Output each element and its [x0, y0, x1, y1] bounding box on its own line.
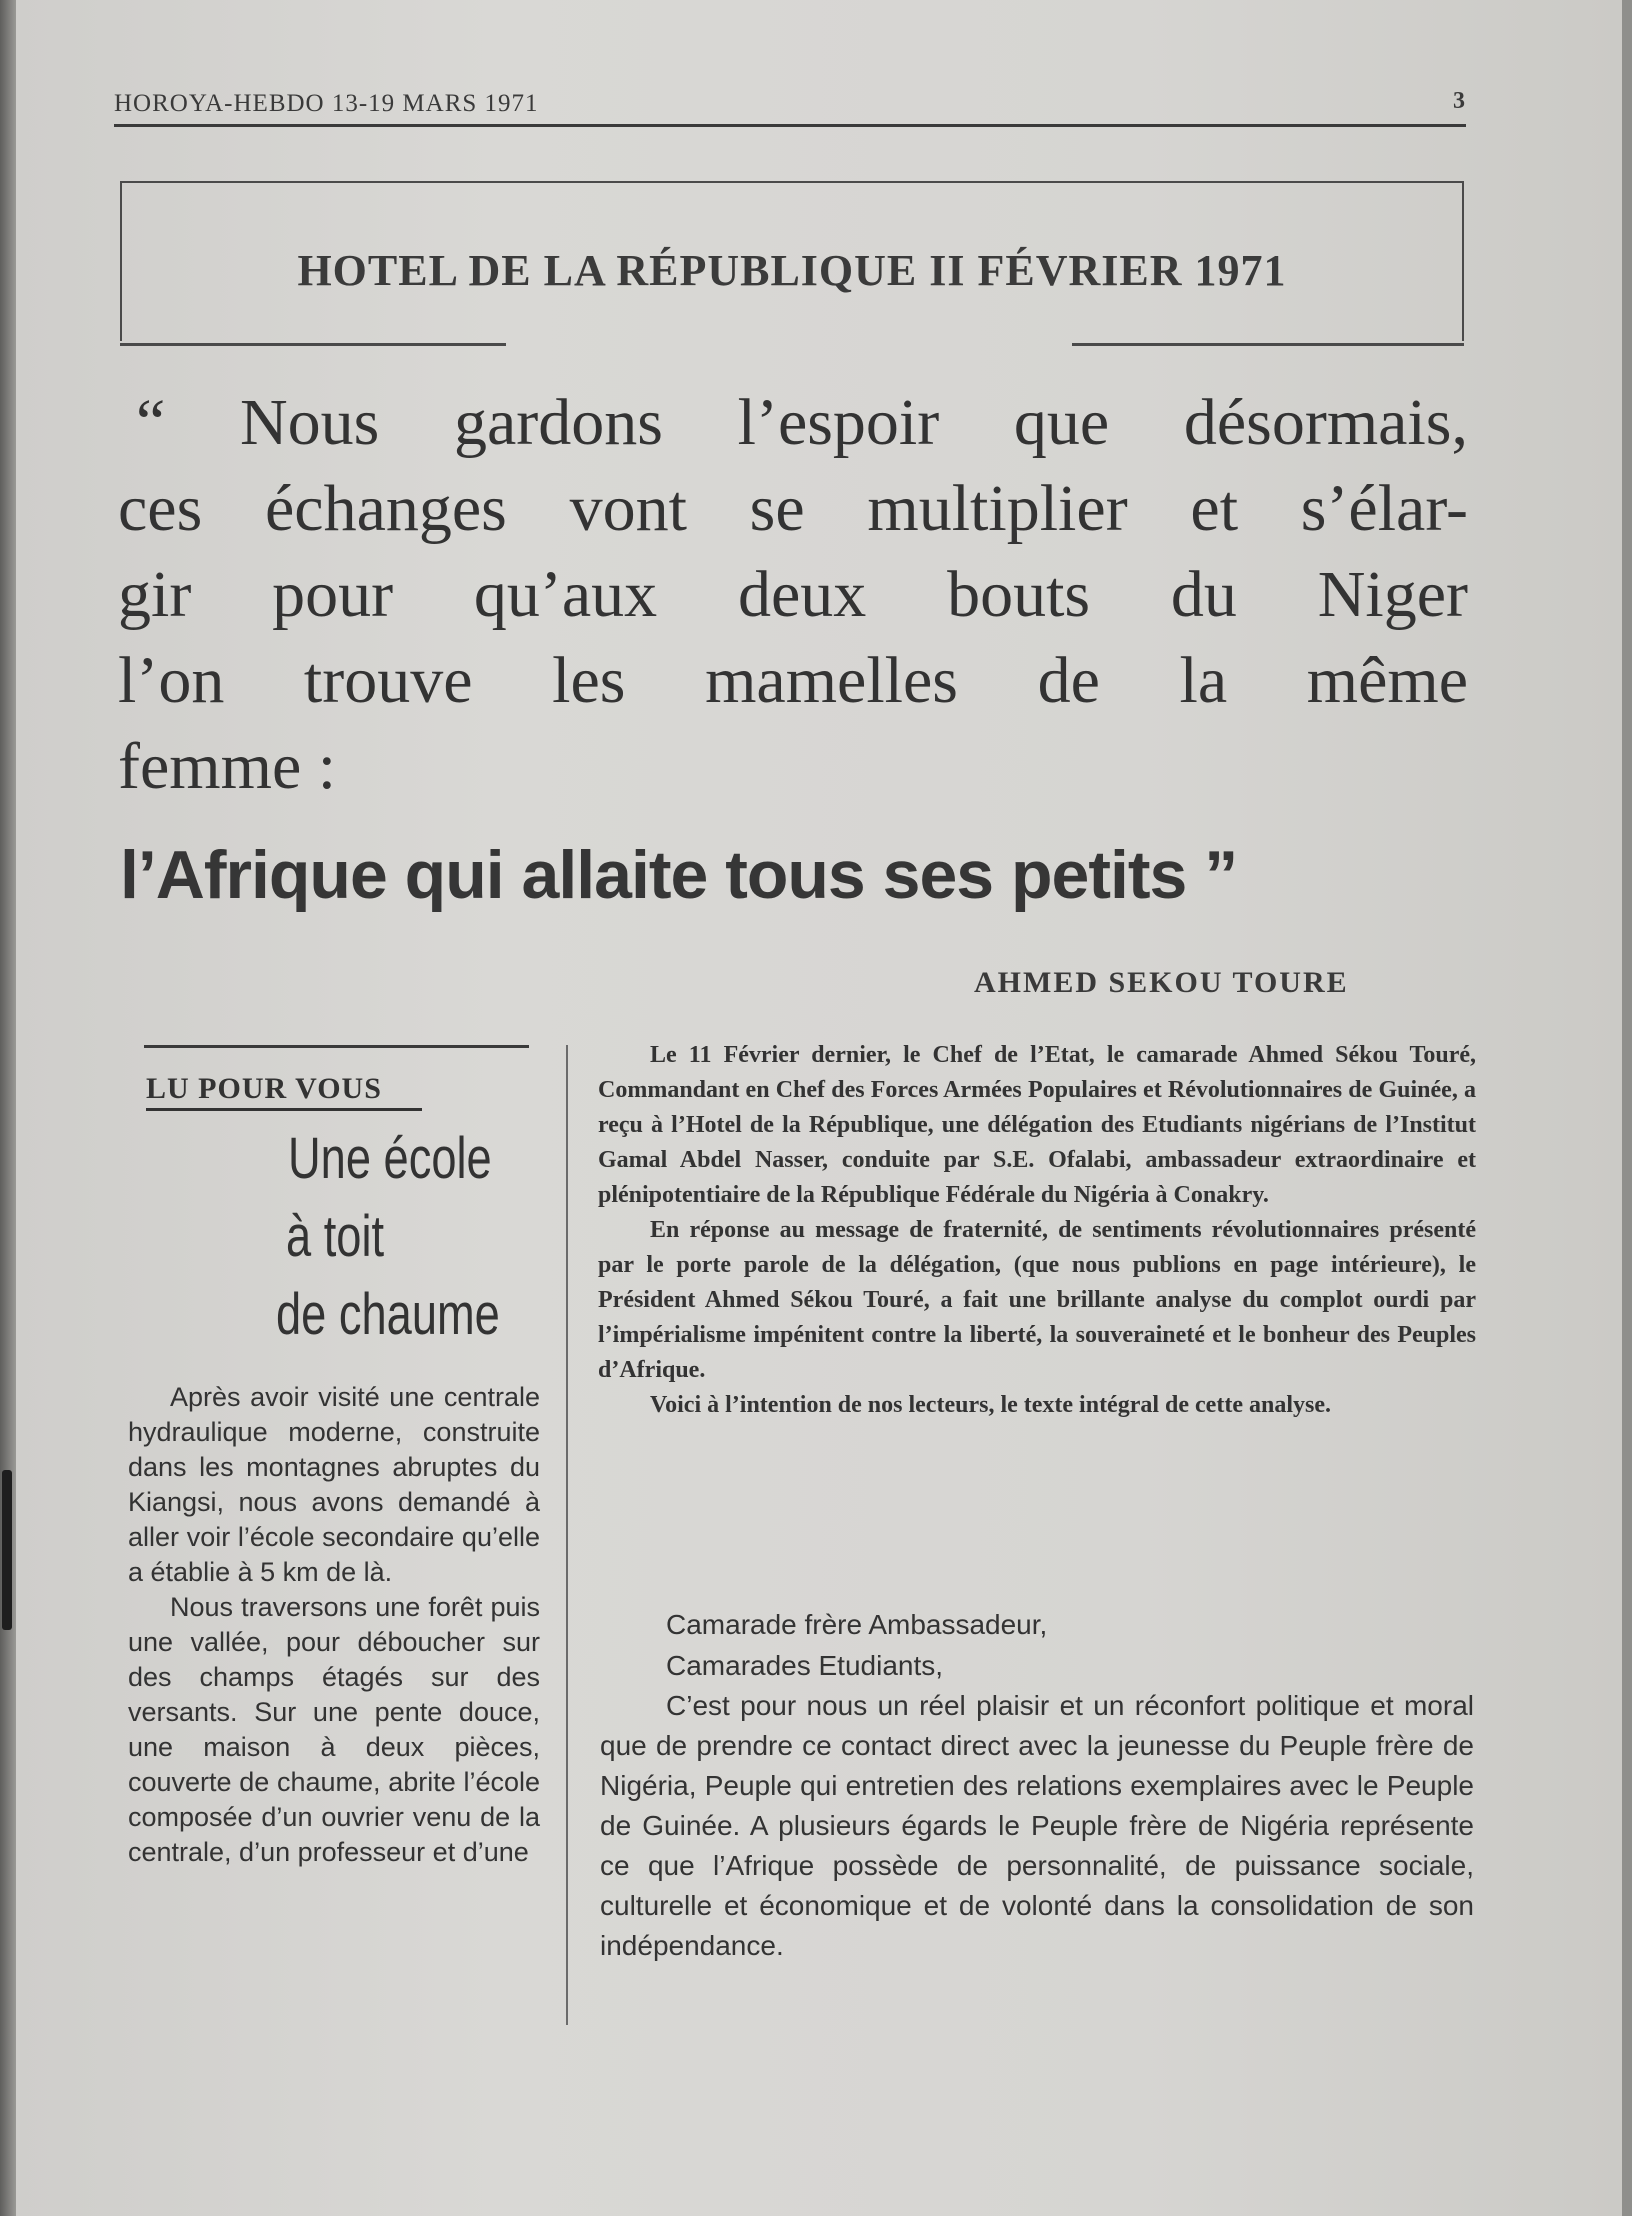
column-divider: [566, 1045, 568, 2025]
banner-title: HOTEL DE LA RÉPUBLIQUE II FÉVRIER 1971: [297, 246, 1287, 295]
banner-rule-right: [1072, 343, 1464, 346]
left-article-body: [128, 1380, 540, 1870]
paragraph: En réponse au message de fraternité, de sentiments révolutionnaires présenté par le porte parole de la délégation, (que nous publions en page intérieure), le Président Ahmed Sékou Touré, a fait une brillante analyse du complot ourdi par l’impérialisme impénitent contre la liberté, la souveraineté et le bonheur des Peuples d’Afrique.: [598, 1217, 1476, 1383]
speech-salutation: [666, 1604, 1047, 1686]
headline-line: gir pour qu’aux deux bouts du Niger: [118, 558, 1468, 631]
quote-author: AHMED SEKOU TOURE: [974, 966, 1349, 999]
page-number: 3: [1453, 88, 1466, 114]
page-binding-edge: [0, 0, 16, 2216]
paragraph: Voici à l’intention de nos lecteurs, le texte intégral de cette analyse.: [650, 1392, 1331, 1418]
left-column-rule: [144, 1045, 529, 1048]
headline-line: ces échanges vont se multiplier et s’élar-: [118, 472, 1468, 545]
article-subhead: [266, 1120, 546, 1354]
salutation-line: Camarades Etudiants,: [666, 1650, 944, 1681]
headline-line: “ Nous gardons l’espoir que désormais,: [136, 386, 1468, 459]
banner-box: [120, 181, 1464, 341]
binding-clip: [2, 1470, 12, 1630]
headline-line: femme :: [118, 730, 337, 803]
speech-body: [600, 1686, 1474, 1966]
section-label: LU POUR VOUS: [146, 1072, 422, 1111]
header-rule: [114, 124, 1466, 127]
headline-emphasis: l’Afrique qui allaite tous ses petits ”: [120, 837, 1238, 913]
subhead-line: à toit: [286, 1204, 385, 1269]
paragraph: C’est pour nous un réel plaisir et un réconfort politique et moral que de prendre ce contact direct avec la jeunesse du Peuple frère de Nigéria, Peuple qui entretien des relations exemplaires avec le Peuple de Guinée. A plusieurs égards le Peuple frère de Nigéria représente ce que l’Afrique possède de personnalité, de puissance sociale, culturelle et économique et de volonté dans la consolidation de son indépendance.: [600, 1690, 1474, 1961]
running-head: [114, 86, 1466, 122]
paragraph: Le 11 Février dernier, le Chef de l’Etat, le camarade Ahmed Sékou Touré, Commandant en Chef des Forces Armées Populaires et Révolutionnaires de Guinée, a reçu à l’Hotel de la République, une délégation des Etudiants nigérians de l’Institut Gamal Abdel Nasser, conduite par S.E. Ofalabi, ambassadeur extraordinaire et plénipotentiaire de la République Fédérale du Nigéria à Conakry.: [598, 1042, 1476, 1208]
article-intro: [598, 1038, 1476, 1423]
subhead-line: de chaume: [276, 1282, 500, 1347]
salutation-line: Camarade frère Ambassadeur,: [666, 1609, 1048, 1640]
paragraph: Nous traversons une forêt puis une vallée, pour déboucher sur des champs étagés sur des versants. Sur une pente douce, une maison à deux pièces, couverte de chaume, abrite l’école composée d’un ouvrier venu de la centrale, d’un professeur et d’une: [128, 1592, 540, 1867]
publication-date: HOROYA-HEBDO 13-19 MARS 1971: [114, 90, 539, 117]
newspaper-page: [14, 0, 1622, 2216]
subhead-line: Une école: [288, 1126, 492, 1191]
paragraph: Après avoir visité une centrale hydraulique moderne, construite dans les montagnes abruptes du Kiangsi, nous avons demandé à aller voir l’école secondaire qu’elle a établie à 5 km de là.: [128, 1382, 540, 1587]
headline-line: l’on trouve les mamelles de la même: [118, 644, 1468, 717]
banner-rule-left: [120, 343, 506, 346]
